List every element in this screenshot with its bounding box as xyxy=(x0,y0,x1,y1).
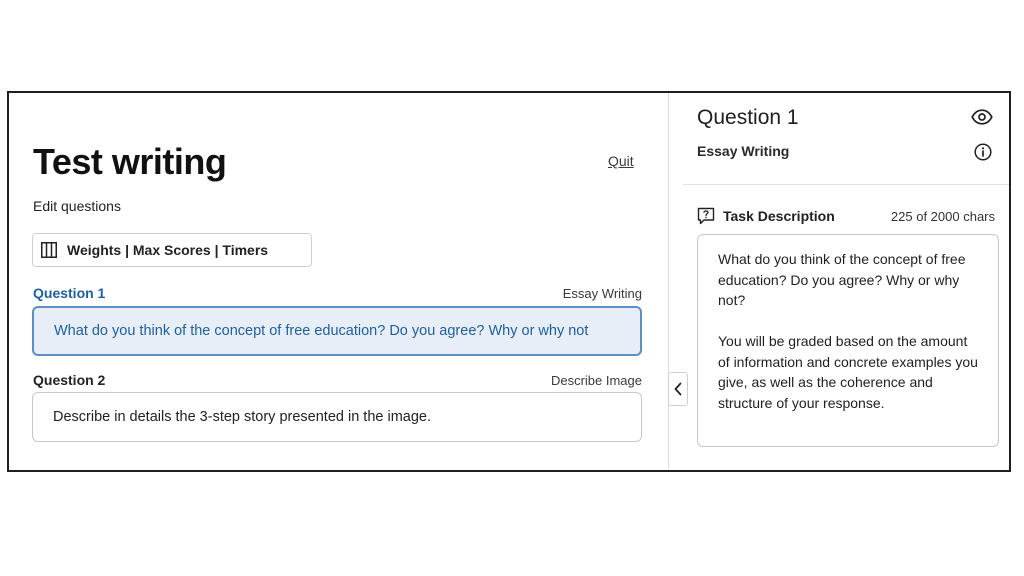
weights-scores-timers-button[interactable] xyxy=(32,233,312,267)
info-icon[interactable] xyxy=(974,143,992,161)
question-2-type: Describe Image xyxy=(550,373,642,388)
details-title: Question 1 xyxy=(697,106,799,129)
char-count: 225 of 2000 chars xyxy=(890,209,995,224)
question-2-input[interactable] xyxy=(32,392,642,442)
question-2-text: Describe in details the 3-step story presented in the image. xyxy=(53,409,432,425)
question-1-type: Essay Writing xyxy=(562,286,642,301)
question-editor-panel xyxy=(9,93,668,470)
eye-icon[interactable] xyxy=(971,109,993,125)
details-divider xyxy=(683,184,1009,185)
details-subtitle: Essay Writing xyxy=(697,143,790,159)
question-1-input[interactable] xyxy=(32,306,642,356)
question-details-panel xyxy=(669,93,1009,470)
edit-questions-subtitle: Edit questions xyxy=(33,198,121,214)
question-1-text: What do you think of the concept of free education? Do you agree? Why or why not xyxy=(54,323,589,339)
question-2-label: Question 2 xyxy=(33,372,106,388)
question-box-icon xyxy=(697,207,715,225)
page-title: Test writing xyxy=(33,141,227,182)
quit-link[interactable]: Quit xyxy=(608,153,634,169)
columns-icon xyxy=(41,242,57,258)
app-window xyxy=(7,91,1011,472)
task-description-label: Task Description xyxy=(723,208,835,224)
question-1-label: Question 1 xyxy=(33,285,106,301)
task-description-paragraph: You will be graded based on the amount of information and concrete examples you give, as well as the coherence and structure of your response. xyxy=(718,333,978,411)
task-description-textarea[interactable] xyxy=(697,234,999,447)
task-description-paragraph: What do you think of the concept of free education? Do you agree? Why or why not? xyxy=(718,251,966,308)
weights-button-label: Weights | Max Scores | Timers xyxy=(67,242,269,258)
